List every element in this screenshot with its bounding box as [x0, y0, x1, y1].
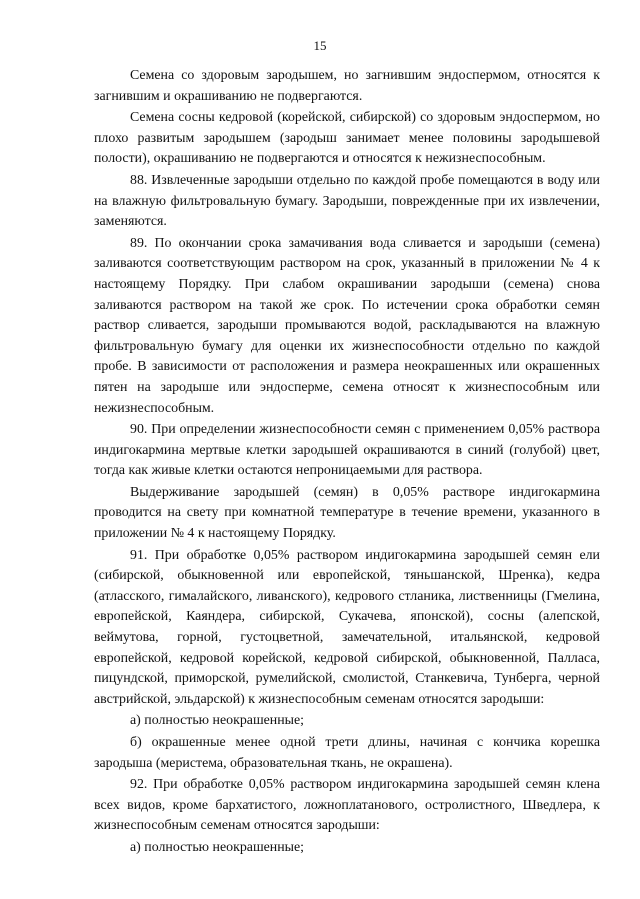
paragraph-item-91-a: а) полностью неокрашенные;: [130, 713, 305, 729]
document-body: [94, 66, 600, 859]
paragraph-item-90: 90. При определении жизнеспособности семян с применением 0,05% раствора индигокармина мертвые клетки зародышей окрашиваются в синий (голубой) цвет, тогда как живые клетки остаются непроницаемыми для раствора.: [94, 422, 600, 479]
paragraph-cedar-pine-seeds: Семена сосны кедровой (корейской, сибирской) со здоровым эндоспермом, но плохо развитым зародышем (зародыш занимает менее половины зародышевой полости), окрашиванию не подвергаются и относятся к нежизнеспособным.: [94, 110, 600, 167]
paragraph-item-92: 92. При обработке 0,05% раствором индигокармина зародышей семян клена всех видов, кроме бархатистого, ложноплатанового, остролистного, Шведлера, к жизнеспособным семенам относятся зародыши:: [94, 777, 600, 834]
paragraph-item-91: 91. При обработке 0,05% раствором индигокармина зародышей семян ели (сибирской, обыкновенной или европейской, тяньшанской, Шренка), кедра (атласского, гималайского, ливанского), кедрового стланика, лиственницы (Гмелина, европейской, Каяндера, сибирской, Сукачева, японской), сосны (алепской, веймутова, горной, густоцветной, замечательной, итальянской, кедровой европейской, кедровой корейской, кедровой сибирской, обыкновенной, Палласа, пицундской, приморской, румелийской, смолистой, Станкевича, Тунберга, черной австрийской, эльдарской) к жизнеспособным семенам относятся зародыши:: [94, 547, 600, 707]
paragraph-rotten-seeds: Семена со здоровым зародышем, но загнившим эндоспермом, относятся к загнившим и окрашиванию не подвергаются.: [94, 68, 600, 104]
paragraph-item-88: 88. Извлеченные зародыши отдельно по каждой пробе помещаются в воду или на влажную фильтровальную бумагу. Зародыши, поврежденные при их извлечении, заменяются.: [94, 172, 600, 230]
paragraph-item-91-b: б) окрашенные менее одной трети длины, начиная с кончика корешка зародыша (меристема, образовательная ткань, не окрашена).: [94, 735, 600, 771]
paragraph-item-92-a: а) полностью неокрашенные;: [130, 839, 305, 855]
page-number: 15: [313, 38, 327, 53]
paragraph-holding-embryos: Выдерживание зародышей (семян) в 0,05% растворе индигокармина проводится на свету при комнатной температуре в течение времени, указанного в приложении № 4 к настоящему Порядку.: [94, 484, 600, 542]
paragraph-item-89: 89. По окончании срока замачивания вода сливается и зародыши (семена) заливаются соответствующим раствором на срок, указанный в приложении № 4 к настоящему Порядку. При слабом окрашивании зародыши (семена) снова заливаются раствором на такой же срок. По истечении срока обработки семян раствор сливается, зародыши промываются водой, раскладываются на влажную фильтровальную бумагу для оценки их жизнеспособности отдельно по каждой пробе. В зависимости от расположения и размера неокрашенных или окрашенных пятен на зародыше или эндосперме, семена относят к жизнеспособным или нежизнеспособным.: [94, 235, 600, 416]
